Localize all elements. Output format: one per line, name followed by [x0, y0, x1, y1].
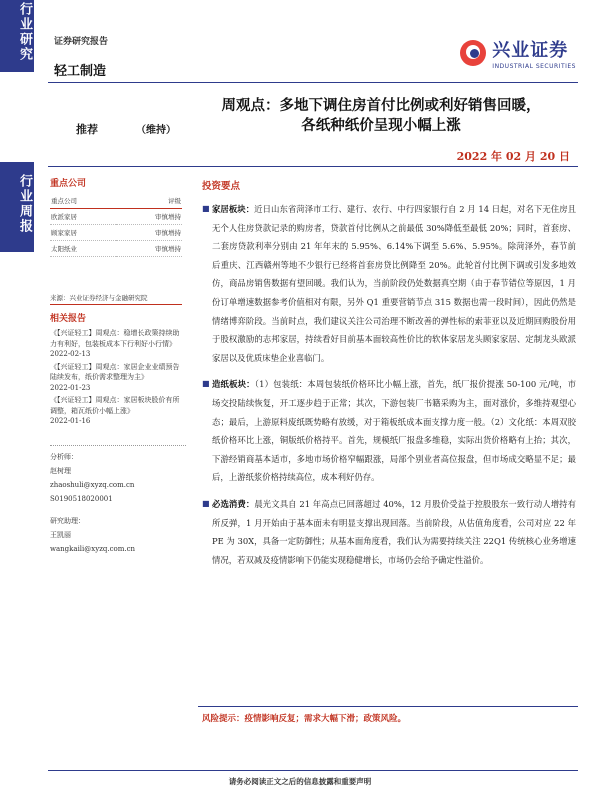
paragraph-body: 晨光文具自 21 年高点已回落超过 40%，12 月股价受益于控股股东一致行动人增持有所反弹，1 月开始由于基本面未有明显支撑出现回落。当前阶段，从估值角度看，公司对应 22 年 PE 为 30X，具备一定防御性；从基本面角度看，我们认为需要持续关注 22Q1 传统核心业务增速情况，若双减及疫情影响下仍能实现稳健增长，市场仍会给予确定性溢价。 [212, 498, 577, 565]
analyst-role: 分析师： [50, 452, 78, 461]
related-report-item[interactable] [50, 362, 186, 394]
analyst-cert: S0190518020001 [50, 494, 113, 503]
assistant-email[interactable]: wangkaili@xyzq.com.cn [50, 544, 136, 553]
company-name: 欧派家居 [50, 209, 116, 225]
side-band-top-label: 行业研究 [17, 2, 32, 62]
bullet-icon: ■ [202, 498, 210, 508]
report-series: 证券研究报告 [54, 37, 109, 47]
analyst-name: 赵树理 [50, 466, 71, 475]
company-rating: 审慎增持 [116, 225, 182, 241]
related-report-title: 《【兴证轻工】周观点：家居板块股价有所调整，箱瓦纸价小幅上涨》 [50, 396, 180, 415]
paragraph-body: 近日山东省菏泽市工行、建行、农行、中行四家银行自 2 月 14 日起，对名下无住房且无个人住房贷款记录的购房者，贷款首付比例从之前最低 30%降低至最低 20%；同时，首套房、二套房贷款利率分别由 21 年年末的 5.95%、6.14%下调至 5.6%、5.95%。除菏泽外，春节前后重庆、江西赣州等地不少银行已经将首套房贷比例降至 20%。此轮首付比例下调或引发多地效仿，商品房销售数据有望回暖。我们认为，当前阶段仍处数据真空期（由于春节错位等原因，1 月份订单增速数据参考价值相对有限，另外 Q1 重要营销节点 315 数据也需一段时间），因此仍然是情绪博弈阶段。当前时点，我们建议关注公司治理不断改善的弹性标的索菲亚以及近期回购股份用于股权激励的志邦家居，持续看好目前基本面较高性价比的软体家居龙头顾家家居、定制龙头欧派家居以及优质床垫企业喜临门。 [212, 204, 576, 363]
paragraph-paper [202, 375, 576, 487]
related-report-item[interactable] [50, 395, 186, 427]
paragraph-lead: 家居板块： [212, 204, 255, 214]
company-rating: 审慎增持 [116, 241, 182, 257]
paragraph-consumer [202, 495, 576, 569]
rating-label: 推荐 [76, 123, 98, 136]
logo-name-en: INDUSTRIAL SECURITIES [492, 63, 576, 70]
table-row [50, 225, 182, 241]
table-header-company: 重点公司 [50, 193, 116, 209]
date-divider [48, 166, 578, 167]
risk-label: 风险提示： [202, 714, 245, 724]
related-report-date: 2022-01-16 [50, 417, 91, 425]
main-content [202, 178, 576, 577]
table-row [50, 209, 182, 225]
paragraph-lead: 造纸板块： [212, 379, 255, 390]
related-report-title: 《【兴证轻工】周观点：稳增长政策持续助力有利好，包装板成本下行利好小行情》 [50, 329, 180, 348]
paragraph-lead: 必选消费： [212, 498, 255, 509]
assistant-block [50, 514, 186, 556]
side-band-mid-label: 行业周报 [17, 174, 32, 234]
risk-text: 疫情影响反复；需求大幅下滑；政策风险。 [244, 714, 407, 724]
paragraph-home-furnishing [202, 200, 576, 367]
left-sidebar [50, 176, 186, 564]
assistant-role: 研究助理： [50, 516, 85, 525]
table-header-row [50, 193, 182, 209]
side-band-mid [0, 162, 34, 252]
analyst-block [50, 450, 186, 506]
report-headline [190, 96, 572, 136]
analyst-email[interactable]: zhaoshuli@xyzq.com.cn [50, 480, 135, 489]
logo-name-cn: 兴业证券 [492, 40, 569, 61]
company-rating: 审慎增持 [116, 209, 182, 225]
logo-icon [460, 40, 486, 66]
headline-line-2: 各纸种纸价呈现小幅上涨 [301, 117, 461, 134]
bullet-icon: ■ [202, 379, 210, 389]
side-band-top [0, 0, 34, 72]
table-row [50, 241, 182, 257]
rating-change: （维持） [136, 125, 176, 136]
related-report-title: 《【兴证轻工】周观点：家居企业业绩预告陆续发布，纸价需求整理为主》 [50, 362, 180, 381]
related-report-item[interactable] [50, 328, 186, 360]
related-reports-title: 相关报告 [50, 314, 87, 324]
side-band [0, 0, 34, 800]
paragraph-body: （1）包装纸：本周包装纸价格环比小幅上涨，首先，纸厂报价提涨 50-100 元/吨，市场交投陆续恢复，开工逐步趋于正常；其次，下游包装厂书籍采购为主，面对涨价，多维持观望心态；最后，上游原料废纸既势略有放缓，对于箱板纸成本面支撑力度一般。（2）文化纸：本周双胶纸价格环比上涨，铜版纸价格持平。首先，规模纸厂报盘多维稳，实际出货价格略有上抬；其次，下游经销商基本适市，多地市场价格窄幅跟涨，局部个别业者高位报盘，但市场成交略显不足；最后，上游纸浆价格持续高位，成本利好仍存。 [212, 379, 577, 483]
company-name: 太阳纸业 [50, 241, 116, 257]
header-divider [48, 82, 578, 83]
company-name: 顾家家居 [50, 225, 116, 241]
investment-title: 投资要点 [202, 181, 241, 192]
key-companies-table [50, 193, 182, 257]
industry-title: 轻工制造 [54, 64, 107, 79]
footer-divider [48, 770, 578, 771]
risk-warning [202, 712, 406, 724]
footer-disclaimer: 请务必阅读正文之后的信息披露和重要声明 [228, 777, 372, 786]
risk-divider [198, 706, 578, 707]
headline-line-1: 周观点：多地下调住房首付比例或利好销售回暖， [221, 97, 541, 114]
table-header-rating: 评级 [116, 193, 182, 209]
assistant-name: 王凯丽 [50, 530, 71, 539]
key-companies-title: 重点公司 [50, 179, 87, 189]
related-report-date: 2022-02-13 [50, 350, 91, 358]
related-report-date: 2022-01-23 [50, 383, 91, 392]
bullet-icon: ■ [202, 204, 210, 213]
report-date: 2022 年 02 月 20 日 [456, 150, 570, 163]
company-logo [460, 36, 576, 70]
related-reports [50, 311, 186, 427]
analyst-info [50, 445, 186, 556]
table-source: 来源：兴业证券经济与金融研究院 [50, 293, 182, 305]
